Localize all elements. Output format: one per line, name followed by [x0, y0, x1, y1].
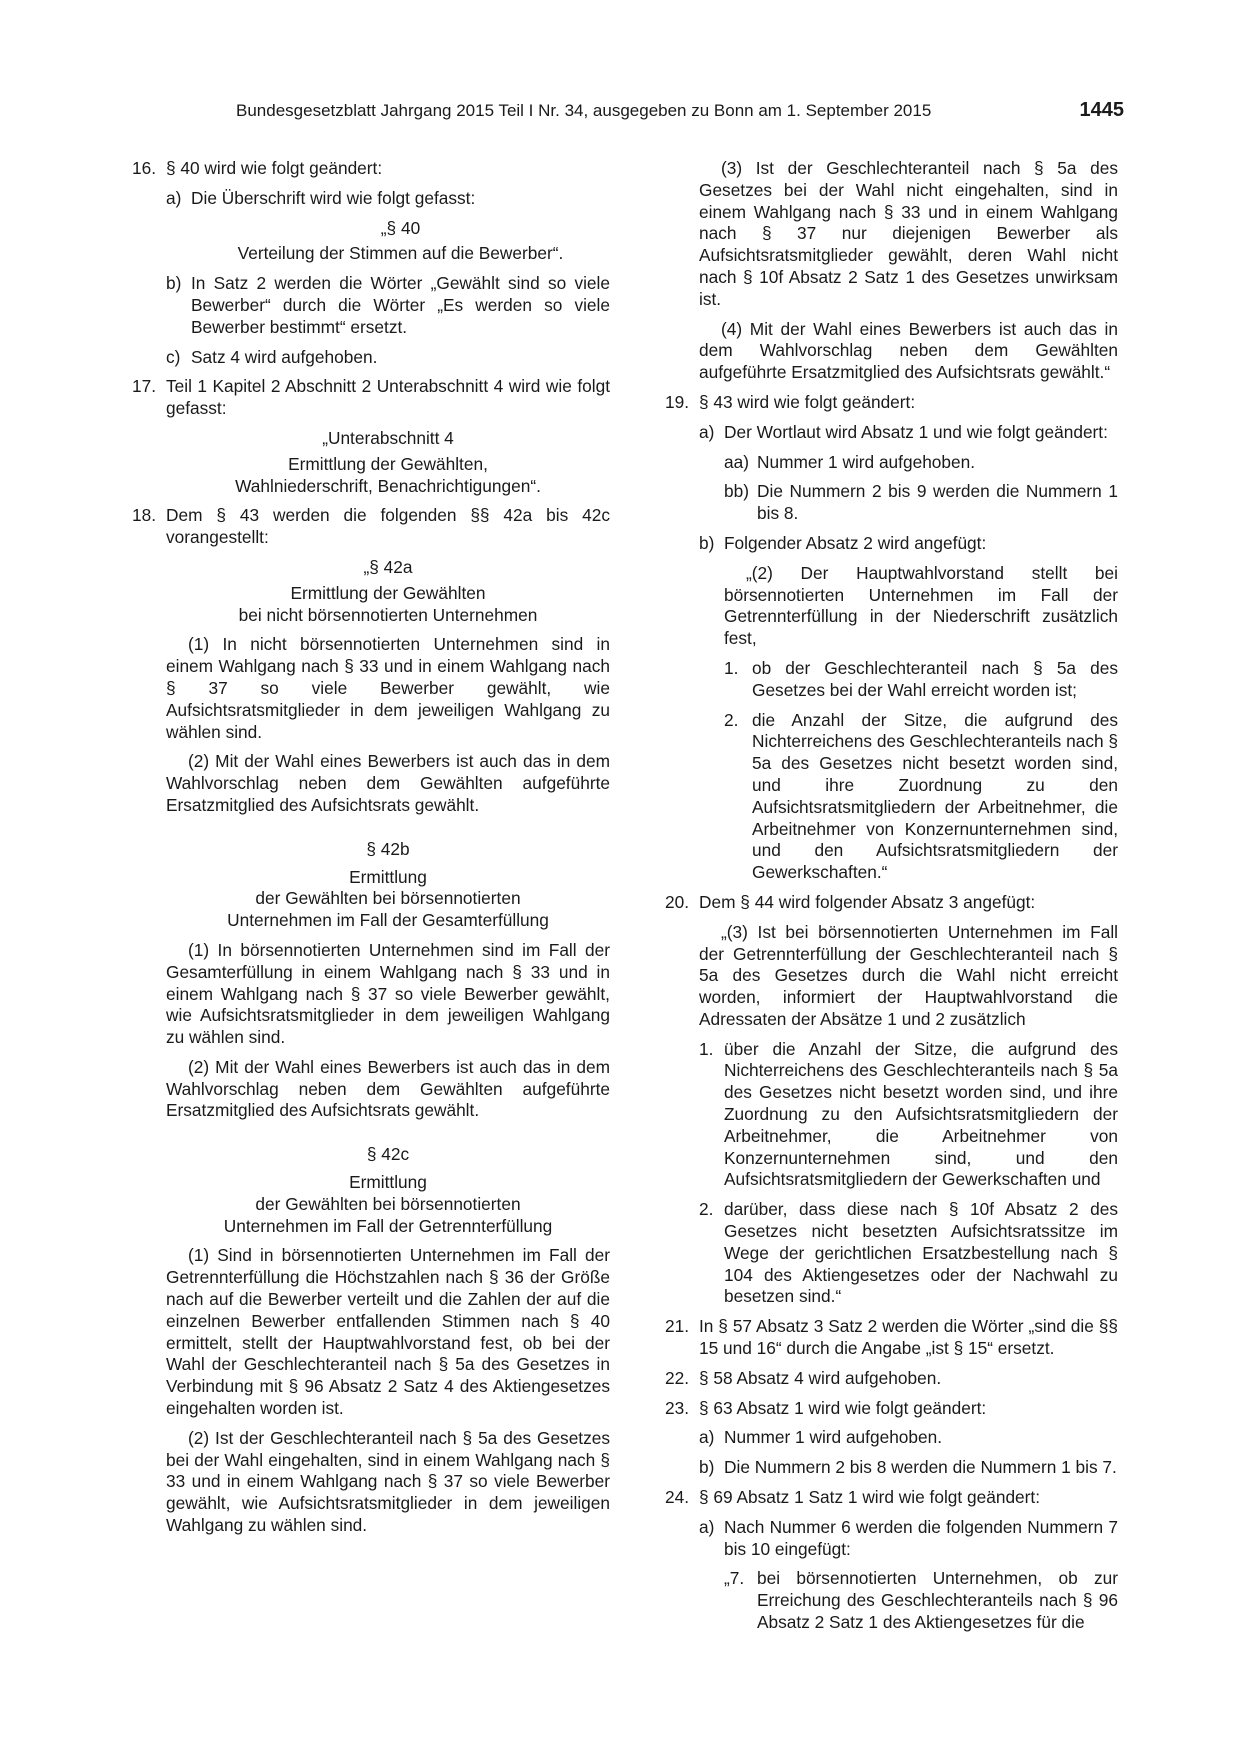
section-heading: „§ 42a	[363, 556, 413, 577]
list-item	[699, 1517, 1118, 1561]
item-text: § 69 Absatz 1 Satz 1 wird wie folgt geändert:	[699, 1487, 1041, 1508]
item-letter: b)	[699, 1457, 715, 1478]
item-text: In § 57 Absatz 3 Satz 2 werden die Wörter „sind die §§ 15 und 16“ durch die Angabe „ist § 15“ ersetzt.	[699, 1316, 1118, 1359]
list-item	[132, 376, 610, 420]
paragraph: (3) Ist der Geschlechteranteil nach § 5a des Gesetzes bei der Wahl nicht eingehalten, sind in einem Wahlgang nach § 33 und in einem Wahlgang nach § 37 nur diejenigen Bewerber als Aufsichtsratsmitglieder gewählt, deren Wahl nicht nach § 10f Absatz 2 Satz 1 des Gesetzes unwirksam ist.	[699, 158, 1118, 309]
section-heading: Ermittlung	[349, 866, 427, 887]
item-text: § 43 wird wie folgt geändert:	[699, 391, 916, 412]
item-text: Dem § 43 werden die folgenden §§ 42a bis 42c vorangestellt:	[166, 505, 610, 548]
paragraph: (4) Mit der Wahl eines Bewerbers ist auch das in dem Wahlvorschlag neben dem Gewählten aufgeführte Ersatzmitglied des Aufsichtsrats gewählt.“	[699, 318, 1118, 383]
item-text: § 63 Absatz 1 wird wie folgt geändert:	[699, 1397, 987, 1418]
section-heading: der Gewählten bei börsennotierten	[255, 1193, 521, 1214]
paragraph: (1) In nicht börsennotierten Unternehmen sind in einem Wahlgang nach § 33 und in einem Wahlgang nach § 37 so viele Bewerber gewählt, wie Aufsichtsratsmitglieder in dem jeweiligen Wahlgang zu wählen sind.	[166, 634, 610, 742]
section-heading: Unternehmen im Fall der Getrennterfüllung	[223, 1215, 553, 1236]
section-heading: Wahlniederschrift, Benachrichtigungen“.	[235, 475, 541, 496]
item-number: 16.	[132, 158, 157, 178]
list-item	[132, 158, 610, 180]
item-text: ob der Geschlechteranteil nach § 5a des Gesetzes bei der Wahl erreicht worden ist;	[752, 657, 1118, 700]
list-item	[166, 273, 610, 338]
list-item	[699, 533, 1118, 555]
item-letter: b)	[166, 273, 182, 294]
section-heading: Verteilung der Stimmen auf die Bewerber“.	[237, 243, 564, 264]
item-text: über die Anzahl der Sitze, die aufgrund des Nichterreichens des Geschlechteranteils nach § 5a des Gesetzes nicht besetzt worden sind, und ihre Zuordnung zu den Aufsichtsratsmitgliedern der Arbeitnehmer, die Arbeitnehmer von Konzernunternehmen sind, und den Aufsichtsratsmitgliedern der Gewerkschaften und	[724, 1038, 1118, 1190]
item-number: 2.	[724, 709, 739, 730]
item-number: 19.	[665, 391, 690, 412]
right-column	[665, 158, 1118, 1642]
list-item	[699, 1427, 1118, 1449]
list-item	[724, 452, 1118, 474]
item-text: Der Wortlaut wird Absatz 1 und wie folgt geändert:	[724, 421, 1108, 442]
list-item	[724, 481, 1118, 525]
list-item	[166, 347, 610, 369]
list-item	[166, 188, 610, 210]
list-item	[699, 422, 1118, 444]
item-letter: aa)	[724, 451, 749, 472]
section-heading: Ermittlung der Gewählten	[290, 582, 486, 603]
list-item	[724, 710, 1118, 884]
section-heading: § 42c	[366, 1144, 410, 1165]
quoted-paragraph: „(2) Der Hauptwahlvorstand stellt bei börsennotierten Unternehmen im Fall der Getrennterfüllung in der Niederschrift zusätzlich fest,	[724, 562, 1118, 649]
item-number: 1.	[699, 1038, 714, 1059]
section-heading: bei nicht börsennotierten Unternehmen	[238, 604, 538, 625]
page-header	[236, 101, 1124, 131]
paragraph: (2) Ist der Geschlechteranteil nach § 5a des Gesetzes bei der Wahl eingehalten, sind in einem Wahlgang nach § 33 und in einem Wahlgang nach § 37 so viele Bewerber gewählt, wie Aufsichtsratsmitglieder in dem jeweiligen Wahlgang zu wählen sind.	[166, 1427, 610, 1536]
item-text: In Satz 2 werden die Wörter „Gewählt sind so viele Bewerber“ durch die Wörter „Es werden so viele Bewerber bestimmt“ ersetzt.	[191, 273, 610, 337]
item-letter: a)	[166, 187, 182, 208]
item-text: § 58 Absatz 4 wird aufgehoben.	[699, 1367, 942, 1388]
item-number: 21.	[665, 1316, 690, 1337]
item-text: Nach Nummer 6 werden die folgenden Nummern 7 bis 10 eingefügt:	[724, 1516, 1118, 1559]
list-item	[665, 392, 1118, 414]
list-item	[665, 892, 1118, 914]
list-item	[665, 1398, 1118, 1420]
left-column	[132, 158, 610, 1545]
item-text: bei börsennotierten Unternehmen, ob zur Erreichung des Geschlechteranteils nach § 96 Absatz 2 Satz 1 des Aktiengesetzes für die	[757, 1568, 1118, 1633]
section-42a	[166, 557, 610, 817]
item-number: 24.	[665, 1487, 690, 1508]
item-letter: bb)	[724, 481, 749, 502]
item-text: § 40 wird wie folgt geändert:	[166, 158, 383, 178]
item-number: 2.	[699, 1199, 714, 1220]
paragraph: (2) Mit der Wahl eines Bewerbers ist auch das in dem Wahlvorschlag neben dem Gewählten aufgeführte Ersatzmitglied des Aufsichtsrats gewählt.	[166, 751, 610, 815]
paragraph: (2) Mit der Wahl eines Bewerbers ist auch das in dem Wahlvorschlag neben dem Gewählten aufgeführte Ersatzmitglied des Aufsichtsrats gewählt.	[166, 1056, 610, 1121]
item-text: Satz 4 wird aufgehoben.	[191, 346, 378, 367]
section-heading: Ermittlung	[349, 1172, 427, 1193]
item-number: 22.	[665, 1367, 690, 1388]
item-letter: c)	[166, 346, 181, 367]
item-number: 20.	[665, 891, 690, 912]
paragraph: (1) Sind in börsennotierten Unternehmen im Fall der Getrennterfüllung die Höchstzahlen nach § 36 der Größe nach auf die Bewerber verteilt und die Zahlen der auf die einzelnen Bewerber entfallenden Stimmen nach § 40 ermittelt, stellt der Hauptwahlvorstand fest, ob bei der Wahl der Geschlechteranteil nach § 5a des Gesetzes in Verbindung mit § 96 Absatz 2 Satz 4 des Aktiengesetzes eingehalten worden ist.	[166, 1245, 610, 1419]
item-letter: b)	[699, 532, 715, 553]
item-number: 1.	[724, 657, 739, 678]
list-item	[699, 1199, 1118, 1308]
item-letter: a)	[699, 1516, 715, 1537]
list-item	[665, 1368, 1118, 1390]
section-42c	[166, 1144, 610, 1537]
item-number: „7.	[724, 1568, 745, 1589]
list-item	[699, 1039, 1118, 1192]
section-heading: § 42b	[366, 838, 410, 859]
list-item	[724, 1568, 1118, 1633]
item-text: Die Überschrift wird wie folgt gefasst:	[191, 187, 476, 208]
paragraph: (1) In börsennotierten Unternehmen sind im Fall der Gesamterfüllung in einem Wahlgang nach § 33 und in einem Wahlgang nach § 37 so viele Bewerber gewählt, wie Aufsichtsratsmitglieder in dem jeweiligen Wahlgang zu wählen sind.	[166, 939, 610, 1048]
section-heading: Ermittlung der Gewählten,	[288, 453, 488, 474]
item-text: Die Nummern 2 bis 9 werden die Nummern 1 bis 8.	[757, 481, 1118, 524]
list-item	[699, 1457, 1118, 1479]
section-heading: „Unterabschnitt 4	[322, 427, 454, 448]
item-text: Folgender Absatz 2 wird angefügt:	[724, 532, 987, 553]
item-text: Nummer 1 wird aufgehoben.	[757, 451, 976, 472]
section-heading: Unternehmen im Fall der Gesamterfüllung	[227, 910, 549, 931]
item-letter: a)	[699, 1427, 715, 1448]
list-item	[724, 658, 1118, 702]
item-text: Dem § 44 wird folgender Absatz 3 angefügt:	[699, 891, 1036, 912]
item-text: Die Nummern 2 bis 8 werden die Nummern 1 bis 7.	[724, 1457, 1117, 1478]
item-text: darüber, dass diese nach § 10f Absatz 2 des Gesetzes nicht besetzten Aufsichtsratssitze im Wege der gerichtlichen Ersatzbestellung nach § 104 des Aktiengesetzes oder der Nachwahl zu besetzen sind.“	[724, 1199, 1118, 1307]
list-item	[665, 1487, 1118, 1509]
page-number: 1445	[1079, 99, 1124, 121]
item-text: Teil 1 Kapitel 2 Abschnitt 2 Unterabschnitt 4 wird wie folgt gefasst:	[166, 376, 610, 419]
item-letter: a)	[699, 421, 715, 442]
section-42b	[166, 839, 610, 1123]
item-text: Nummer 1 wird aufgehoben.	[724, 1427, 943, 1448]
section-heading: der Gewählten bei börsennotierten	[255, 888, 521, 909]
list-item	[132, 505, 610, 549]
item-text: die Anzahl der Sitze, die aufgrund des Nichterreichens des Geschlechteranteils nach § 5a des Gesetzes nicht besetzt worden sind, und ihre Zuordnung zu den Aufsichtsratsmitgliedern der Arbeitnehmer, die Arbeitnehmer von Konzernunternehmen sind, und den Aufsichtsratsmitgliedern der Gewerkschaften.“	[752, 709, 1118, 883]
item-number: 17.	[132, 376, 157, 397]
section-heading: „§ 40	[380, 217, 421, 238]
item-number: 23.	[665, 1397, 690, 1418]
list-item	[665, 1316, 1118, 1360]
section-42c-continued	[699, 158, 1118, 384]
item-number: 18.	[132, 505, 157, 526]
header-title: Bundesgesetzblatt Jahrgang 2015 Teil I Nr. 34, ausgegeben zu Bonn am 1. September 2015	[236, 101, 932, 120]
quoted-paragraph: „(3) Ist bei börsennotierten Unternehmen im Fall der Getrennterfüllung der Geschlechteranteil nach § 5a des Gesetzes durch die Wahl nicht erreicht worden, informiert der Hauptwahlvorstand die Adressaten der Absätze 1 und 2 zusätzlich	[699, 921, 1118, 1029]
